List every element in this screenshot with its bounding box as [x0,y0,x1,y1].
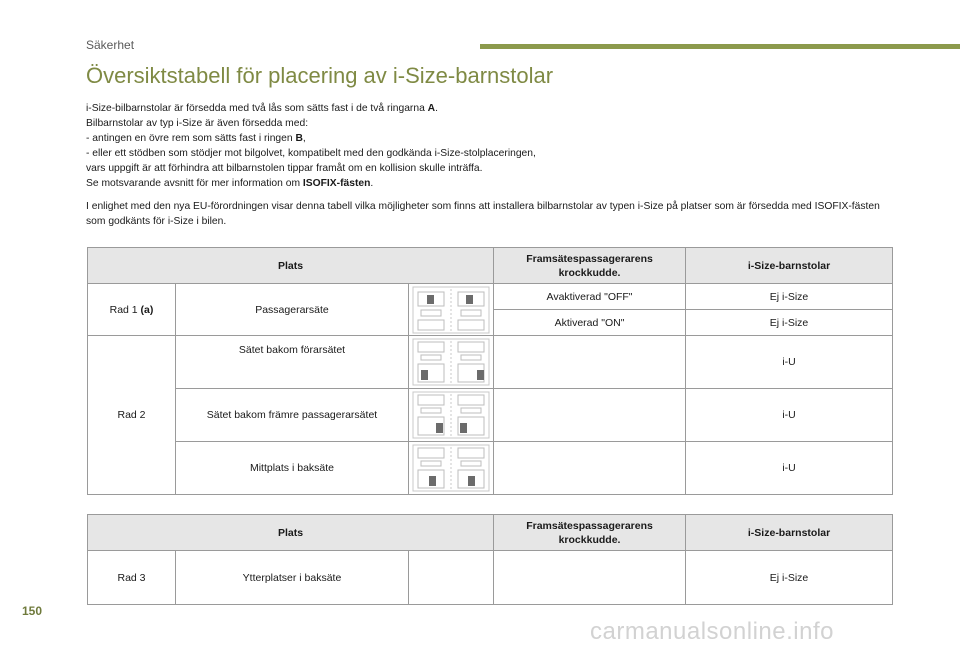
airbag-empty [494,551,686,605]
seat-diagram-behind-driver [409,336,494,389]
table-row [88,389,893,442]
isize-table-1 [87,247,893,495]
row-label-rad3: Rad 3 [88,551,176,605]
row-label-rad1: Rad 1 (a) [88,284,176,336]
page-title: Översiktstabell för placering av i-Size-barnstolar [86,63,554,88]
isize-rear-center: i-U [686,442,893,495]
isofix-ref: ISOFIX-fästen [302,178,371,189]
intro-line-1: i-Size-bilbarnstolar är försedda med två lås som sätts fast i de två ringarna A. [86,103,438,114]
intro-paragraph-2: I enlighet med den nya EU-förordningen visar denna tabell vilka möjligheter som finns att installera bilbarnstolar av typen i-Size på platser som är försedda med ISOFIX-fästen som godkänts för i-Size i bilen. [86,201,880,227]
car-seat-diagram-icon [412,444,490,492]
isize-passenger-off: Ej i-Size [686,284,893,310]
section-label: Säkerhet [86,38,135,52]
table-row [88,336,893,389]
header-isize: i-Size-barnstolar [686,515,893,551]
intro-line-3: - antingen en övre rem som sätts fast i ringen B, [86,133,306,144]
intro-text [86,101,886,229]
intro-line-6: Se motsvarande avsnitt för mer information om ISOFIX-fästen. [86,178,374,189]
intro-line-5: vars uppgift är att förhindra att bilbarnstolen tippar framåt om en kollision skulle inträffa. [86,163,483,174]
airbag-empty [494,389,686,442]
header-airbag: Framsätespassagerarens krockkudde. [494,248,686,284]
isize-behind-driver: i-U [686,336,893,389]
seat-rear-outer: Ytterplatser i baksäte [176,551,409,605]
intro-line-2: Bilbarnstolar av typ i-Size är även försedda med: [86,118,309,129]
isize-table-2 [87,514,893,605]
watermark: carmanualsonline.info [590,618,834,645]
isize-behind-passenger: i-U [686,389,893,442]
table-row [88,551,893,605]
intro-line-4: - eller ett stödben som stödjer mot bilgolvet, kompatibelt med den godkända i-Size-stolplaceringen, [86,148,536,159]
car-seat-diagram-icon [412,286,490,334]
header-isize: i-Size-barnstolar [686,248,893,284]
seat-passenger: Passagerarsäte [176,284,409,336]
seat-diagram-empty [409,551,494,605]
header-plats: Plats [88,248,494,284]
section-bar [480,44,960,49]
airbag-off: Avaktiverad "OFF" [494,284,686,310]
table-row [88,442,893,495]
table-header-row [88,515,893,551]
airbag-on: Aktiverad "ON" [494,310,686,336]
airbag-empty [494,336,686,389]
seat-behind-driver: Sätet bakom förarsätet [176,336,409,389]
row-label-rad2: Rad 2 [88,336,176,495]
ring-a-ref: A [427,103,436,114]
ring-b-ref: B [295,133,303,144]
table-row [88,284,893,310]
page-number: 150 [22,604,43,618]
seat-diagram-rear-center [409,442,494,495]
seat-diagram-behind-passenger [409,389,494,442]
header-airbag: Framsätespassagerarens krockkudde. [494,515,686,551]
table-header-row [88,248,893,284]
isize-rear-outer: Ej i-Size [686,551,893,605]
airbag-empty [494,442,686,495]
seat-rear-center: Mittplats i baksäte [176,442,409,495]
car-seat-diagram-icon [412,391,490,439]
seat-diagram-front-passenger [409,284,494,336]
car-seat-diagram-icon [412,338,490,386]
seat-behind-passenger: Sätet bakom främre passagerarsätet [176,389,409,442]
isize-passenger-on: Ej i-Size [686,310,893,336]
header-plats: Plats [88,515,494,551]
